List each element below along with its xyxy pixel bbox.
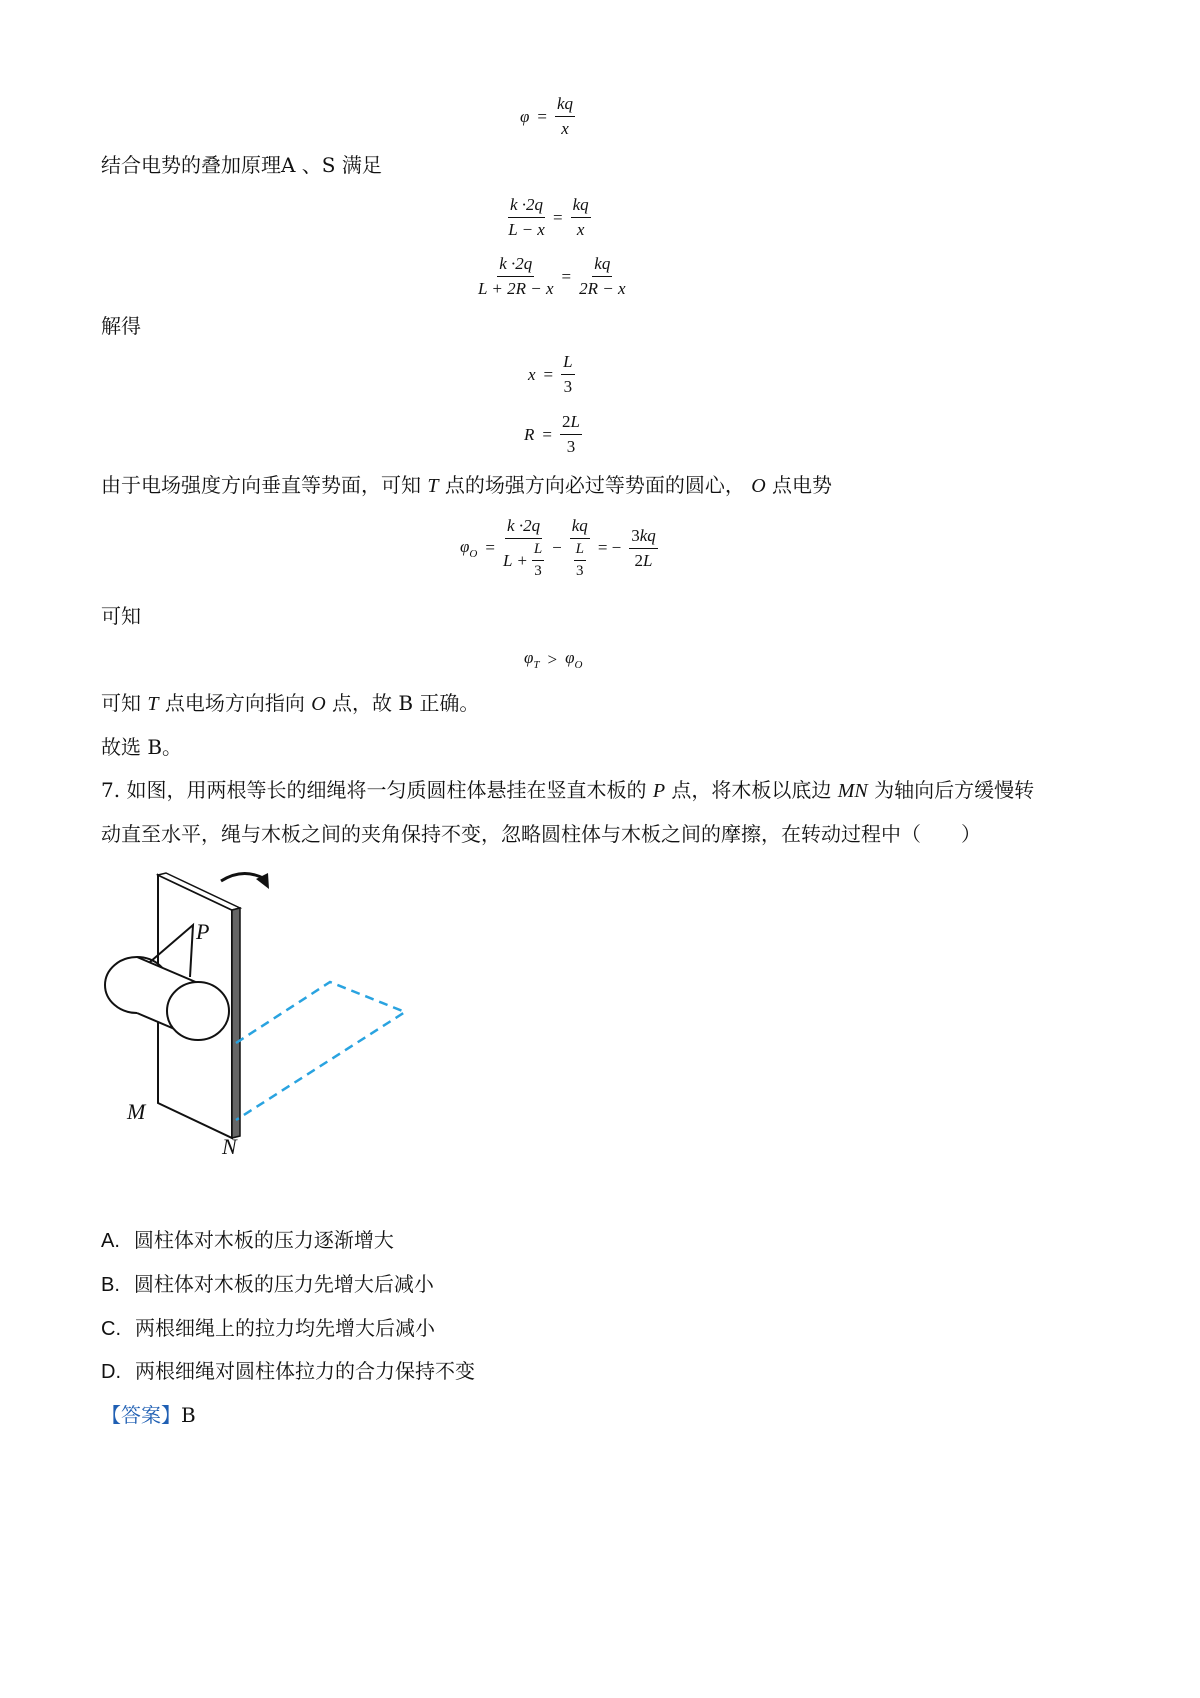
answer-value: B: [181, 1403, 196, 1427]
solve-label: 解得: [101, 314, 141, 338]
conclusion-o-symbol: O: [311, 693, 326, 715]
point-o-symbol: O: [751, 475, 766, 497]
option-a-label: A.: [101, 1230, 120, 1252]
option-a[interactable]: [101, 1227, 394, 1254]
option-b[interactable]: [101, 1271, 434, 1298]
choose-statement: 故选 B。: [101, 735, 183, 759]
equation-superposition-1: $\frac{k \cdot 2q}{L - x}$ = $\frac{kq}{x}$: [508, 195, 589, 239]
equation-x-solution: x = $\frac{L}{3}$: [528, 352, 573, 396]
conclusion-text-b: 点电场方向指向: [164, 691, 305, 715]
equation-superposition-2: $\frac{k \cdot 2q}{L + 2R - x}$ = $\frac{kq}{2R - x}$: [478, 254, 626, 298]
know-label: 可知: [101, 604, 141, 628]
question-p-symbol: P: [652, 780, 666, 802]
question-7-line-1: [101, 777, 1034, 804]
option-a-text: 圆柱体对木板的压力逐渐增大: [133, 1228, 394, 1252]
option-d[interactable]: [101, 1358, 475, 1385]
equation-phi-o: $\varphi_O$ = k ·2q L + $\frac{L}{3}$ − $\frac{kq}{\frac{L}{3}}$ = − $\frac{3kq}{2L}$: [460, 516, 656, 579]
conclusion-text-a: 可知: [101, 691, 141, 715]
question-number: 7.: [101, 778, 121, 802]
field-direction-text-b: 点的场强方向必过等势面的圆心，: [444, 473, 745, 497]
question-mn-symbol: MN: [837, 780, 868, 802]
answer-tag: 【答案】: [101, 1403, 181, 1427]
option-c-label: C.: [101, 1318, 121, 1340]
label-p: P: [196, 919, 210, 944]
question-text-c: 为轴向后方缓慢转: [874, 778, 1035, 802]
equation-phi-definition: φ = $\frac{kq}{x}$: [520, 94, 574, 138]
equation-r-solution: R = $\frac{2L}{3}$: [524, 412, 580, 456]
field-direction-text-c: 点电势: [772, 473, 833, 497]
label-n: N: [222, 1134, 237, 1159]
dashed-board-outline: [236, 982, 405, 1120]
superposition-intro: 结合电势的叠加原理A 、S 满足: [101, 153, 382, 177]
option-c[interactable]: [101, 1315, 435, 1342]
question-7-line-2: 动直至水平，绳与木板之间的夹角保持不变，忽略圆柱体与木板之间的摩擦，在转动过程中（ ）: [101, 822, 981, 846]
conclusion-t-symbol: T: [147, 693, 159, 715]
label-m: M: [127, 1099, 146, 1124]
cylinder-front-end: [167, 982, 229, 1040]
equation-phi-compare: $\varphi_T$ > $\varphi_O$: [524, 648, 583, 671]
option-b-label: B.: [101, 1274, 120, 1296]
field-direction-paragraph: [101, 472, 832, 499]
question-text-b: 点，将木板以底边: [671, 778, 832, 802]
option-d-text: 两根细绳对圆柱体拉力的合力保持不变: [135, 1359, 475, 1383]
board-cylinder-figure: [95, 865, 425, 1165]
conclusion-text-c: 点，故 B 正确。: [332, 691, 480, 715]
option-c-text: 两根细绳上的拉力均先增大后减小: [135, 1316, 435, 1340]
field-direction-text-a: 由于电场强度方向垂直等势面，可知: [101, 473, 421, 497]
board-side: [232, 908, 240, 1138]
option-b-text: 圆柱体对木板的压力先增大后减小: [133, 1272, 434, 1296]
point-t-symbol: T: [427, 475, 439, 497]
option-d-label: D.: [101, 1361, 121, 1383]
question-text-a: 如图，用两根等长的细绳将一匀质圆柱体悬挂在竖直木板的: [126, 778, 647, 802]
conclusion-paragraph: [101, 690, 479, 717]
answer-line: [101, 1402, 196, 1428]
